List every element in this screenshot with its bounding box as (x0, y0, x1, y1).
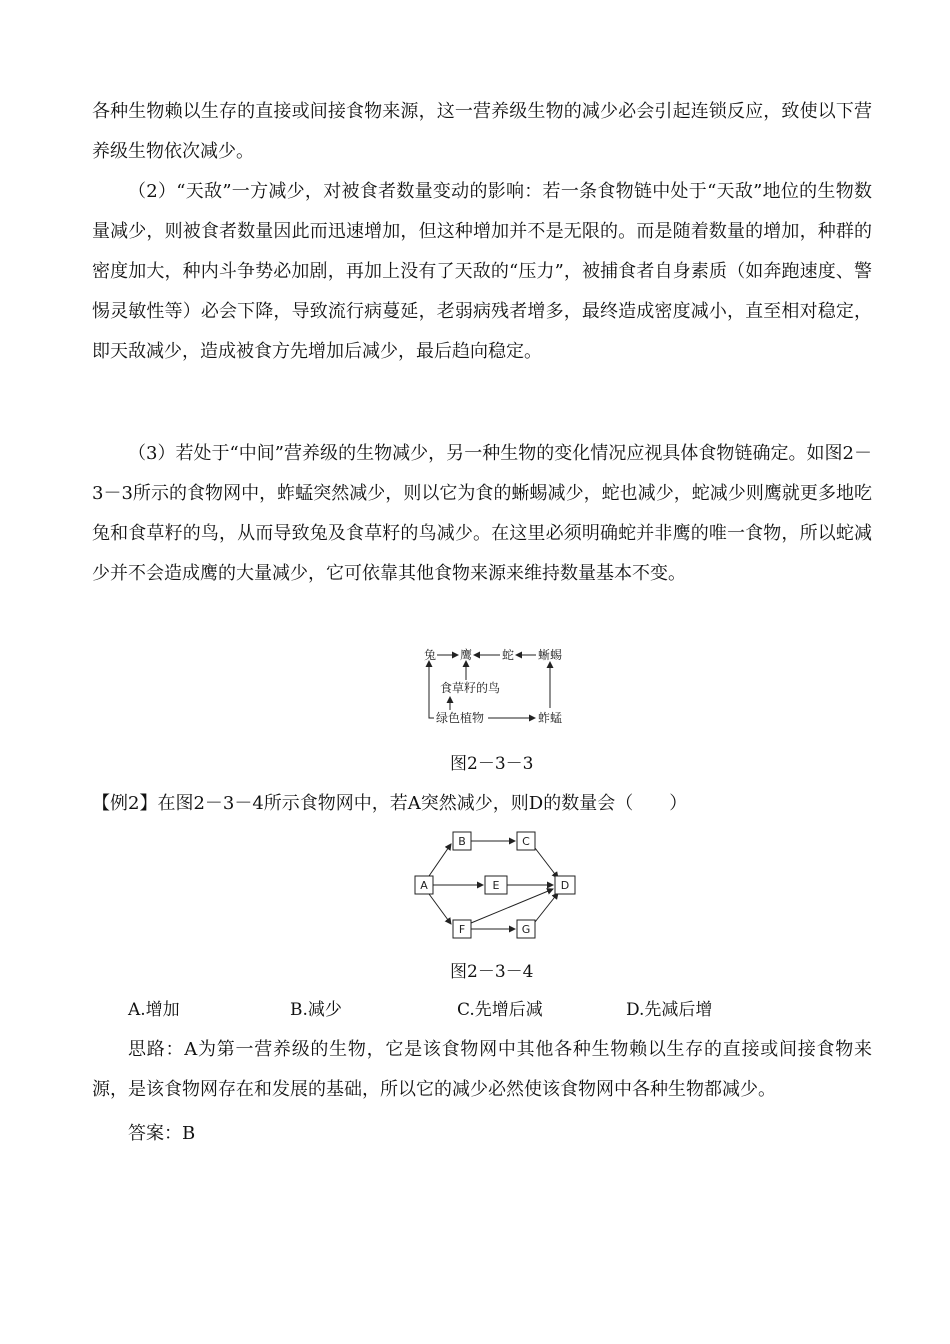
node-b: B (458, 835, 466, 848)
option-a: A.增加 (128, 1000, 180, 1020)
node-seed-bird: 食草籽的鸟 (440, 681, 501, 695)
node-g: G (521, 923, 531, 936)
node-rabbit: 兔 (424, 648, 437, 662)
node-grasshopper: 蚱蜢 (538, 711, 563, 725)
figure-2-caption: 图2－3－4 (450, 962, 534, 982)
node-f: F (458, 923, 466, 936)
option-b: B.减少 (290, 1000, 342, 1020)
answer: 答案：B (128, 1123, 196, 1144)
edge-g-d (535, 893, 558, 922)
figure-1-caption: 图2－3－3 (450, 754, 534, 774)
example-question: 【例2】在图2－3－4所示食物网中，若A突然减少，则D的数量会（ ） (92, 793, 688, 814)
edge-a-b (429, 844, 451, 876)
option-c: C.先增后减 (457, 1000, 543, 1020)
paragraph-2: （2）“天敌”一方减少，对被食者数量变动的影响：若一条食物链中处于“天敌”地位的生物数量减少，则被食者数量因此而迅速增加，但这种增加并不是无限的。而是随着数量的增加，种群的密度加大，种内斗争势必加剧，再加上没有了天敌的“压力”，被捕食者自身素质（如奔跑速度、警惕灵敏性等）必会下降，导致流行病蔓延，老弱病残者增多，最终造成密度减小，直至相对稳定，即天敌减少，造成被食方先增加后减少，最后趋向稳定。 (92, 181, 872, 362)
node-d: D (560, 879, 570, 892)
node-e: E (492, 879, 500, 892)
node-eagle: 鹰 (460, 648, 473, 662)
edge-a-f (429, 894, 451, 924)
node-lizard: 蜥蜴 (538, 648, 563, 662)
option-d: D.先减后增 (626, 1000, 713, 1020)
node-a: A (420, 879, 428, 892)
paragraph-1: 各种生物赖以生存的直接或间接食物来源，这一营养级生物的减少必会引起连锁反应，致使以下营养级生物依次减少。 (92, 101, 872, 162)
node-snake: 蛇 (502, 648, 515, 662)
reasoning: 思路：A为第一营养级的生物，它是该食物网中其他各种生物赖以生存的直接或间接食物来源，是该食物网存在和发展的基础，所以它的减少必然使该食物网中各种生物都减少。 (92, 1039, 872, 1100)
edge-c-d (535, 848, 558, 878)
food-web-figure-1 (410, 640, 580, 732)
food-web-figure-2 (405, 822, 595, 944)
edge-f-d (471, 889, 553, 923)
node-c: C (522, 835, 530, 848)
paragraph-3: （3）若处于“中间”营养级的生物减少，另一种生物的变化情况应视具体食物链确定。如图2－3－3所示的食物网中，蚱蜢突然减少，则以它为食的蜥蜴减少，蛇也减少，蛇减少则鹰就更多地吃兔和食草籽的鸟，从而导致兔及食草籽的鸟减少。在这里必须明确蛇并非鹰的唯一食物，所以蛇减少并不会造成鹰的大量减少，它可依靠其他食物来源来维持数量基本不变。 (92, 443, 872, 584)
node-plant: 绿色植物 (436, 711, 485, 725)
arrow-plant-rabbit (429, 661, 434, 718)
